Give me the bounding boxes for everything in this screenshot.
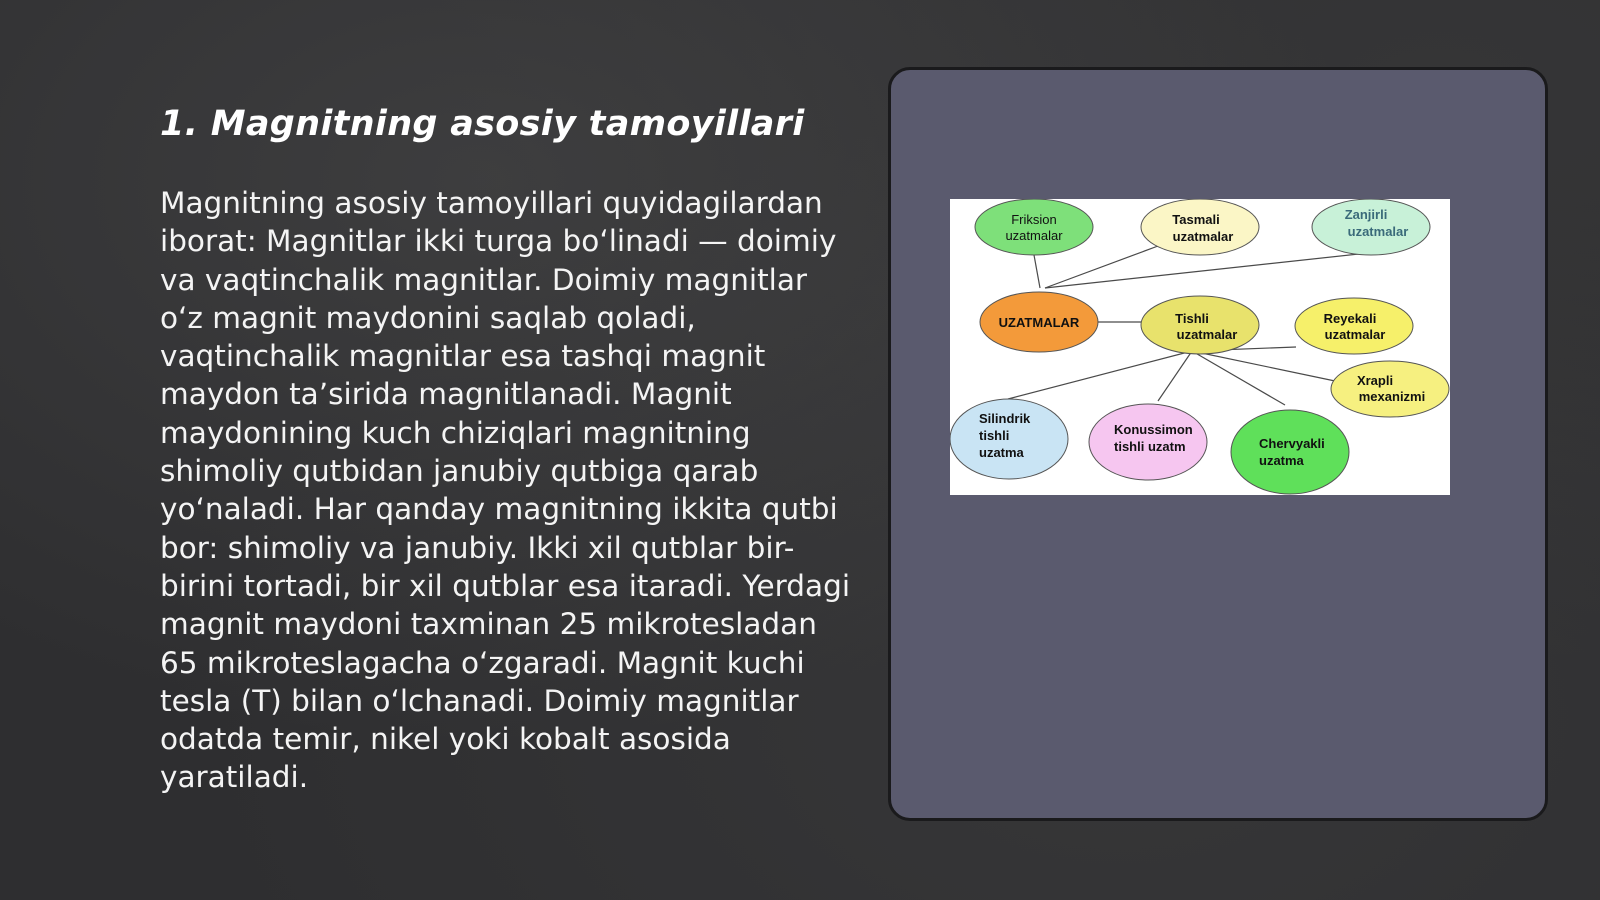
node-chain [1312, 199, 1430, 255]
node-rack-label-2: uzatmalar [1324, 327, 1386, 342]
node-gear [1141, 296, 1259, 354]
node-conical-label-2: tishli uzatm [1114, 439, 1186, 454]
node-friction-label-2: uzatmalar [1005, 228, 1063, 243]
node-cylindrical-label-3: uzatma [979, 445, 1024, 460]
node-ratchet-label-2: mexanizmi [1358, 389, 1426, 404]
node-root [980, 292, 1098, 352]
node-cylindrical-label-1: Silindrik [979, 411, 1031, 426]
node-ratchet [1331, 361, 1449, 417]
slide-title: 1. Magnitning asosiy tamoyillari [160, 104, 805, 144]
node-rack-shape [1295, 298, 1413, 354]
node-chain-label-2: uzatmalar [1347, 224, 1409, 239]
node-belt [1141, 199, 1259, 255]
node-rack-label-1: Reyekali [1323, 311, 1377, 326]
node-rack [1295, 298, 1413, 354]
node-cylindrical-label-2: tishli [979, 428, 1010, 443]
node-belt-label-2: uzatmalar [1172, 229, 1234, 244]
node-worm-shape [1231, 410, 1349, 494]
node-friction [975, 199, 1093, 255]
node-worm-label-2: uzatma [1259, 453, 1304, 468]
node-conical [1089, 404, 1207, 480]
node-cylindrical [950, 399, 1068, 479]
node-root-label: UZATMALAR [998, 315, 1080, 330]
node-worm-label-1: Chervyakli [1259, 436, 1325, 451]
node-belt-shape [1141, 199, 1259, 255]
node-chain-label-1: Zanjirli [1344, 207, 1388, 222]
connector-friction-root [1034, 255, 1040, 288]
node-friction-shape [975, 199, 1093, 255]
diagram-svg [950, 199, 1450, 495]
node-ratchet-label-1: Xrapli [1356, 373, 1394, 388]
node-conical-label-1: Konussimon [1114, 422, 1193, 437]
node-gear-label-1: Tishli [1175, 311, 1209, 326]
connector-gear-worm [1192, 351, 1285, 405]
transmission-diagram [950, 199, 1450, 495]
slide-body-text: Magnitning asosiy tamoyillari quyidagilardan iborat: Magnitlar ikki turga bo‘linadi — doimiy va vaqtinchalik magnitlar. Doimiy magnitlar o‘z magnit maydonini saqlab qoladi, vaqtinchalik magnitlar esa tashqi magnit maydon ta’sirida magnitlanadi. Magnit maydonining kuch chiziqlari magnitning shimoliy qutbidan janubiy qutbiga qarab yo‘naladi. Har qanday magnitning ikkita qutbi bor: shimoliy va janubiy. Ikki xil qutblar bir-birini tortadi, bir xil qutblar esa itaradi. Yerdagi magnit maydoni taxminan 25 mikrotesladan 65 mikroteslagacha o‘zgaradi. Magnit kuchi tesla (T) bilan o‘lchanadi. Doimiy magnitlar odatda temir, nikel yoki kobalt asosida yaratiladi. [160, 186, 851, 795]
connector-gear-ratchet [1192, 351, 1335, 381]
node-belt-label-1: Tasmali [1172, 212, 1220, 227]
node-gear-label-2: uzatmalar [1176, 327, 1238, 342]
node-worm [1231, 410, 1349, 494]
node-friction-label-1: Friksion [1011, 212, 1057, 227]
